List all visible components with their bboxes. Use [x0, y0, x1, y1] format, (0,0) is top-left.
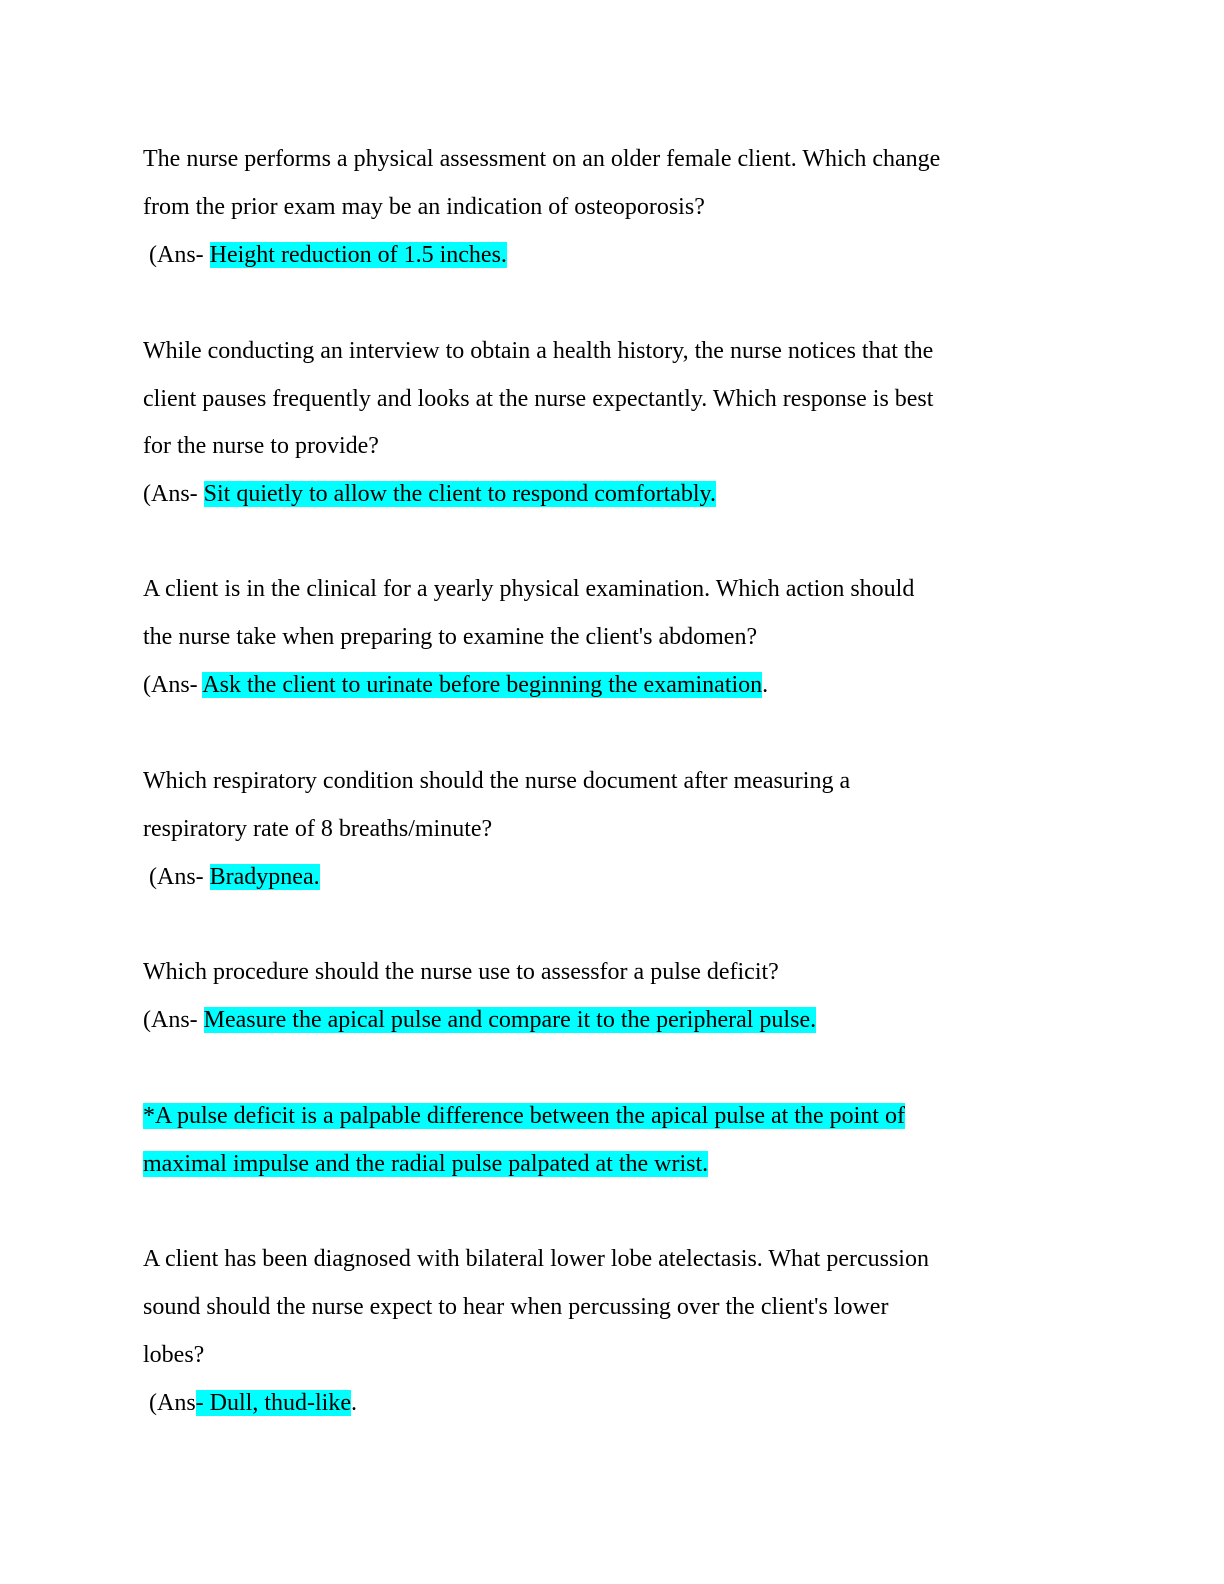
question-1-line-1: The nurse performs a physical assessment on an older female client. Which change — [143, 146, 941, 172]
question-2-line-1: While conducting an interview to obtain a health history, the nurse notices that the — [143, 338, 934, 364]
answer-6-highlight: - Dull, thud-like — [195, 1390, 351, 1416]
note-line-2-highlight: maximal impulse and the radial pulse palpated at the wrist. — [143, 1151, 709, 1177]
answer-4-prefix: (Ans- — [143, 864, 210, 890]
answer-5-highlight: Measure the apical pulse and compare it to the peripheral pulse. — [203, 1007, 817, 1033]
answer-2 — [143, 478, 716, 510]
note-line-2 — [143, 1148, 708, 1180]
answer-3-highlight: Ask the client to urinate before beginning the examination — [202, 672, 763, 698]
question-6-line-2: sound should the nurse expect to hear when percussing over the client's lower — [143, 1294, 889, 1320]
note-line-1-highlight: *A pulse deficit is a palpable difference between the apical pulse at the point of — [143, 1103, 905, 1129]
question-2-line-2: client pauses frequently and looks at the nurse expectantly. Which response is best — [143, 386, 934, 412]
question-6-line-1: A client has been diagnosed with bilateral lower lobe atelectasis. What percussion — [143, 1246, 929, 1272]
answer-6-prefix: (Ans — [143, 1390, 196, 1416]
question-3-line-1: A client is in the clinical for a yearly physical examination. Which action should — [143, 576, 915, 602]
answer-6 — [143, 1387, 357, 1419]
answer-6-suffix: . — [350, 1390, 357, 1416]
question-4-line-1: Which respiratory condition should the nurse document after measuring a — [143, 768, 851, 794]
answer-1-highlight: Height reduction of 1.5 inches. — [209, 242, 507, 268]
answer-3-prefix: (Ans- — [143, 672, 203, 698]
answer-2-highlight: Sit quietly to allow the client to respond comfortably. — [203, 481, 716, 507]
answer-3 — [143, 669, 768, 701]
question-2-line-3: for the nurse to provide? — [143, 433, 379, 459]
answer-5-prefix: (Ans- — [143, 1007, 204, 1033]
answer-3-suffix: . — [762, 672, 769, 698]
question-1-line-2: from the prior exam may be an indication of osteoporosis? — [143, 194, 705, 220]
answer-4-highlight: Bradypnea. — [209, 864, 320, 890]
question-6-line-3: lobes? — [143, 1342, 205, 1368]
answer-5 — [143, 1004, 816, 1036]
answer-1 — [143, 239, 507, 271]
answer-1-prefix: (Ans- — [143, 242, 210, 268]
answer-4 — [143, 861, 320, 893]
question-3-line-2: the nurse take when preparing to examine the client's abdomen? — [143, 624, 758, 650]
answer-2-prefix: (Ans- — [143, 481, 204, 507]
note-line-1 — [143, 1100, 905, 1132]
question-4-line-2: respiratory rate of 8 breaths/minute? — [143, 816, 493, 842]
question-5-line-1: Which procedure should the nurse use to assessfor a pulse deficit? — [143, 959, 779, 985]
